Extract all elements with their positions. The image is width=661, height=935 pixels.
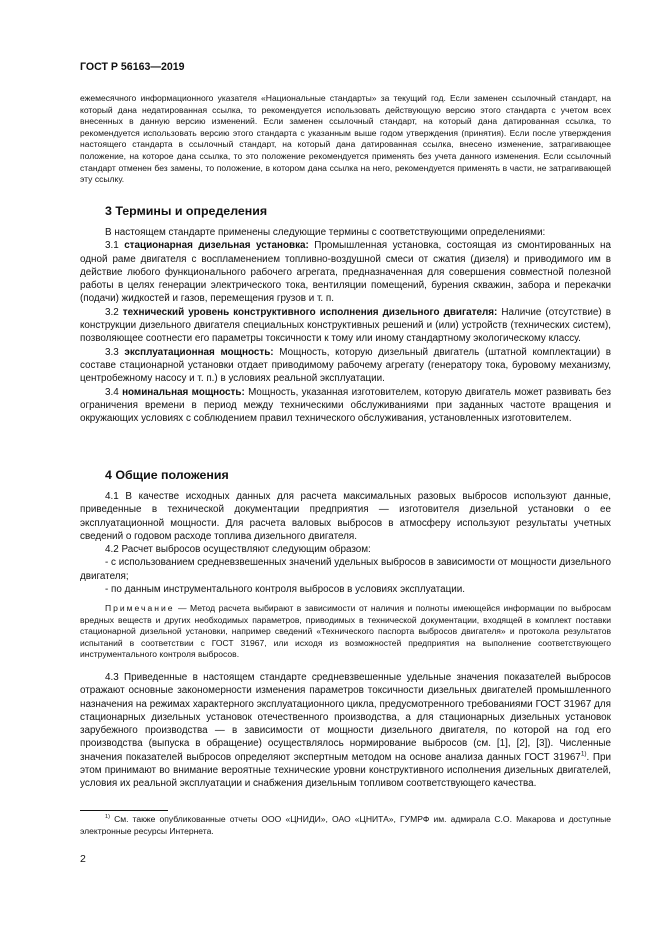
note-label: Примечание [105, 603, 175, 613]
footnote [80, 814, 611, 837]
section-4-body [80, 490, 611, 596]
note-text: — Метод расчета выбирают в зависимости от наличия и полноты имеющейся информации по выбросам вредных веществ и других необходимых параметров, приводимых в технической документации, входящей в комплект поставки стационарной дизельной установки, например сведений «Технического паспорта выбросов двигателя» и протокола результатов испытаний в соответствии с ГОСТ 31967, или исходя из возможностей предприятия на выполнение соответствующего инструментального контроля выбросов. [80, 603, 611, 660]
term-3-4-name: номинальная мощность: [122, 386, 245, 398]
section-3-body [80, 226, 611, 425]
term-3-1: 3.1 стационарная дизельная установка: Промышленная установка, состоящая из смонтированных на одной раме двигателя с воспламенением топливно-воздушной смеси от сжатия (дизеля) и приводимого им в действие любого функционального рабочего агрегата, предназначенная для совершения совместной полезной работы в целях генерации электрического тока, вентиляции помещений, бурения скважин, забора и перекачки (подачи) жидкостей и газов, перемещения грузов и т. п. [80, 240, 611, 305]
paragraph-4-3-block [80, 671, 611, 791]
footnote-text: $^{1)}$ См. также опубликованные отчеты ООО «ЦНИДИ», ОАО «ЦНИТА», ГУМРФ им. адмирала С.О. Макарова и доступные электронные ресурсы Интернета. [80, 814, 611, 836]
document-code-header: ГОСТ Р 56163—2019 [80, 61, 185, 73]
term-3-4: 3.4 номинальная мощность: Мощность, указанная изготовителем, которую двигатель может развивать без ограничения времени в период между техническими обслуживаниями при заданных частоте вращения и окружающих условиях с соблюдением правил технического обслуживания, установленных изготовителем. [80, 386, 611, 425]
paragraph-4-1: 4.1 В качестве исходных данных для расчета максимальных разовых выбросов используют данные, приведенные в технической документации предприятия — изготовителя дизельной установки о ее эксплуатационной мощности. Для расчета валовых выбросов в атмосферу используют результаты учетных сведений о годовом расходе топлива дизельного двигателя. [80, 491, 611, 542]
term-3-3: 3.3 эксплуатационная мощность: Мощность, которую дизельный двигатель (штатной комплектации) в составе стационарной установки отдает приводимому рабочему агрегату (генератору тока, буровому механизму, центробежному насосу и т. п.) в условиях реальной эксплуатации. [80, 346, 612, 385]
intro-paragraph [80, 93, 611, 186]
list-item-power: - с использованием средневзвешенных значений удельных выбросов в зависимости от мощности дизельного двигателя; [80, 557, 611, 582]
note-paragraph [80, 603, 611, 661]
section-3-lead: В настоящем стандарте применены следующие термины с соответствующими определениями: [105, 227, 546, 238]
page-number: 2 [80, 853, 86, 865]
term-3-1-name: стационарная дизельная установка: [124, 240, 309, 252]
section-4-heading: 4 Общие положения [105, 468, 229, 482]
paragraph-4-3: 4.3 Приведенные в настоящем стандарте средневзвешенные удельные значения показателей выбросов отражают основные закономерности изменения параметров токсичности дизельных двигателей промышленного назначения на режимах характерного эксплуатационного цикла, предусмотренного требованиями ГОСТ 31967 для стационарных дизельных установок отечественного производства, а для стационарных дизельных установок зарубежного производства — в зависимости от мощности дизельного двигателя, по которой на год его производства (выпуска в обращение) осуществлялось нормирование выбросов (см. [1], [2], [3]). Численные значения показателей выбросов определяют экспертным методом на основе анализа данных ГОСТ 31967$^{1)}$. При этом принимают во внимание вероятные технические уровни конструктивного исполнения дизельных двигателей, условия их реальной эксплуатации и снабжения дизельным топливом соответствующего качества. [80, 672, 612, 790]
term-3-2: 3.2 технический уровень конструктивного исполнения дизельного двигателя: Наличие (отсутствие) в конструкции дизельного двигателя специальных конструктивных решений и (или) устройств (технических систем), позволяющее соотнести его параметры токсичности к тому или иному стандартному экологическому классу. [80, 306, 611, 345]
term-3-2-name: технический уровень конструктивного исполнения дизельного двигателя: [122, 306, 498, 318]
intro-text: ежемесячного информационного указателя «Национальные стандарты» за текущий год. Если заменен ссылочный стандарт, на который дана недатированная ссылка, то рекомендуется использовать действующую версию этого стандарта с учетом всех внесенных в данную версию изменений. Если заменен ссылочный стандарт, на который дана датированная ссылка, то рекомендуется использовать версию этого стандарта с указанным выше годом утверждения (принятия). Если после утверждения настоящего стандарта в ссылочный стандарт, на который дана датированная ссылка, внесено изменение, затрагивающее положение, на которое дана ссылка, то это положение рекомендуется применять без учета данного изменения. Если ссылочный стандарт отменен без замены, то положение, в котором дана ссылка на него, рекомендуется применять в части, не затрагивающей эту ссылку. [80, 93, 611, 185]
section-3-heading: 3 Термины и определения [105, 204, 268, 218]
footnote-ref: 1) [580, 750, 587, 758]
footnote-separator [80, 810, 168, 811]
paragraph-4-2: 4.2 Расчет выбросов осуществляют следующим образом: [105, 544, 371, 556]
list-item-instrumental: - по данным инструментального контроля выбросов в условиях эксплуатации. [105, 584, 466, 596]
note-block [80, 603, 611, 661]
term-3-3-name: эксплуатационная мощность: [124, 346, 274, 358]
footnote-marker: 1) [105, 814, 110, 821]
